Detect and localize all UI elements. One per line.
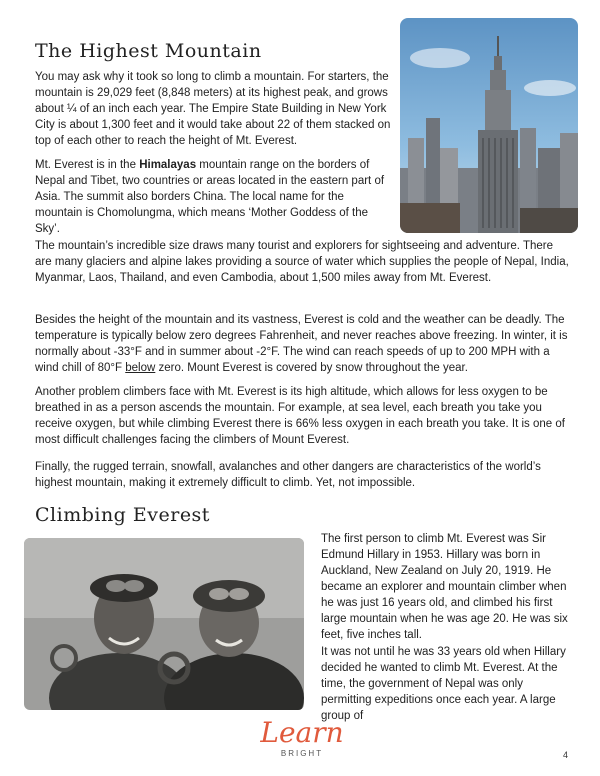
logo-text: Learn <box>260 716 344 749</box>
below-term: below <box>125 362 156 374</box>
himalayas-term: Himalayas <box>139 159 197 171</box>
empire-state-building-photo <box>400 18 578 233</box>
climbers-photo <box>24 538 304 710</box>
paragraph-altitude: Another problem climbers face with Mt. Everest is its high altitude, which allows for less oxygen to be breathed in as a person ascends the mountain. For example, at sea level, each breath you take you receive oxygen, but while climbing Everest there is 66% less oxygen in each breath you take. It is one of most difficult challenges facing the climbers of Mount Everest. <box>35 386 565 446</box>
paragraph-height: You may ask why it took so long to climb a mountain. For starters, the mountain is 29,029 feet (8,848 meters) at its highest peak, and grows about ¼ of an inch each year. The Empire State Building in New York City is about 1,300 feet and it would take about 22 of them stacked on top of each other to reach the height of Mt. Everest. <box>35 71 391 147</box>
page-number: 4 <box>563 750 569 760</box>
section-title-highest-mountain: The Highest Mountain <box>35 40 262 62</box>
paragraph-himalayas <box>35 157 392 237</box>
paragraph-weather-text-a: Besides the height of the mountain and its vastness, Everest is cold and the weather can be deadly. The temperature is typically below zero degrees Fahrenheit, and never reaches above freezing. In winter, it is normally about -33°F and in summer about -2°F. The wind can reach speeds of up to 200 MPH with a wind chill of 80°F <box>35 314 568 374</box>
paragraph-himalayas-text-a: Mt. Everest is in the <box>35 159 140 171</box>
paragraph-terrain: Finally, the rugged terrain, snowfall, avalanches and other dangers are characteristics of the world’s highest mountain, making it extremely difficult to climb. Yet, not impossible. <box>35 461 541 489</box>
paragraph-himalayas-text-b: mountain range on the borders of Nepal and Tibet, two countries or areas located in the eastern part of Asia. The summit also borders China. The local name for the mountain is Chomolungma, which means ‘Mother Goddess of the Sky’. <box>35 159 385 235</box>
section-title-climbing-everest: Climbing Everest <box>35 504 210 526</box>
learn-bright-logo <box>250 712 354 762</box>
paragraph-weather-text-b: zero. Mount Everest is covered by snow throughout the year. <box>155 362 468 374</box>
logo-subtext: BRIGHT <box>280 749 324 758</box>
paragraph-tourism: The mountain’s incredible size draws many tourist and explorers for sightseeing and adventure. There are many glaciers and alpine lakes providing a source of water which supplies the people of Nepal, India, Myanmar, Laos, Thailand, and even Cambodia, about 1,500 miles away from Mt. Everest. <box>35 240 569 284</box>
paragraph-weather <box>35 312 570 376</box>
paragraph-hillary-intro: The first person to climb Mt. Everest was Sir Edmund Hillary in 1953. Hillary was born in Auckland, New Zealand on July 20, 1919. He became an explorer and mountain climber when he was just 16 years old, and climbed his first large mountain when he was age 20. He was six feet, five inches tall. <box>321 533 568 641</box>
paragraph-hillary-decision: It was not until he was 33 years old when Hillary decided he wanted to climb Mt. Everest. At the time, the government of Nepal was only permitting expeditions once each year. A large group of <box>321 646 566 722</box>
